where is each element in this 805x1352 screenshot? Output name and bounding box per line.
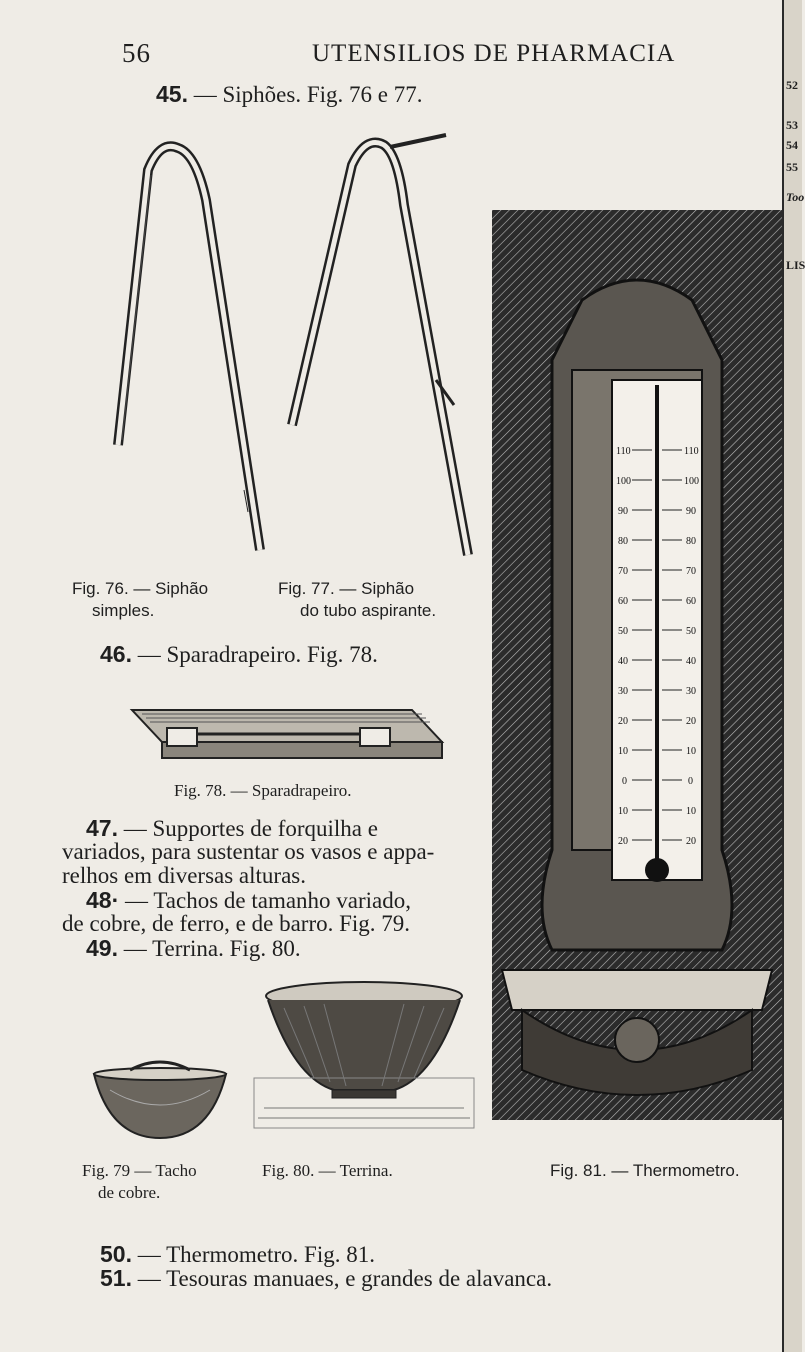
therm-right-label: 10 bbox=[686, 746, 696, 757]
section-45-number: 45. bbox=[156, 81, 188, 107]
section-48-number: 48· bbox=[86, 887, 120, 913]
fig79-tacho-illustration bbox=[90, 1060, 230, 1140]
therm-right-label: 20 bbox=[686, 716, 696, 727]
page-number: 56 bbox=[122, 38, 151, 68]
therm-left-label: 80 bbox=[618, 536, 628, 547]
fig80-terrina-illustration bbox=[254, 978, 474, 1128]
therm-left-label: 10 bbox=[618, 806, 628, 817]
fig79-caption-line2: de cobre. bbox=[98, 1183, 161, 1202]
fig77-siphon-illustration bbox=[286, 135, 486, 565]
running-title: UTENSILIOS DE PHARMACIA bbox=[312, 40, 676, 67]
therm-right-label: 40 bbox=[686, 656, 696, 667]
section-49-number: 49. bbox=[86, 935, 118, 961]
fig81-thermometer-illustration bbox=[492, 210, 782, 1120]
section-45 bbox=[156, 80, 422, 109]
therm-left-label: 100 bbox=[616, 476, 631, 487]
therm-right-label: 50 bbox=[686, 626, 696, 637]
edge-number: 52 bbox=[786, 78, 798, 92]
therm-right-label: 110 bbox=[684, 446, 699, 457]
fig78-caption: Fig. 78. — Sparadrapeiro. bbox=[174, 781, 352, 800]
section-45-text: — Siphões. Fig. 76 e 77. bbox=[187, 82, 423, 107]
therm-left-label: 0 bbox=[622, 776, 627, 787]
therm-left-label: 10 bbox=[618, 746, 628, 757]
therm-right-label: 100 bbox=[684, 476, 699, 487]
fig80-caption: Fig. 80. — Terrina. bbox=[262, 1161, 393, 1180]
therm-right-label: 70 bbox=[686, 566, 696, 577]
section-46 bbox=[100, 640, 378, 669]
section-46-text: — Sparadrapeiro. Fig. 78. bbox=[131, 642, 378, 667]
therm-right-label: 30 bbox=[686, 686, 696, 697]
section-50-text: — Thermometro. Fig. 81. bbox=[131, 1242, 375, 1267]
section-49-text: — Terrina. Fig. 80. bbox=[117, 936, 301, 961]
therm-left-label: 20 bbox=[618, 716, 628, 727]
edge-number: 53 bbox=[786, 118, 798, 132]
therm-right-label: 90 bbox=[686, 506, 696, 517]
fig76-caption-line1: Fig. 76. — Siphão bbox=[72, 579, 209, 598]
edge-number: LIS bbox=[786, 258, 805, 272]
fig78-sparadrapeiro-illustration bbox=[122, 700, 442, 770]
edge-number: Too bbox=[786, 190, 805, 204]
edge-number: 54 bbox=[786, 138, 798, 152]
therm-right-label: 20 bbox=[686, 836, 696, 847]
fig77-caption-line2: do tubo aspirante. bbox=[300, 601, 437, 620]
fig77-caption-line1: Fig. 77. — Siphão bbox=[278, 579, 415, 598]
therm-left-label: 40 bbox=[618, 656, 628, 667]
section-51 bbox=[100, 1264, 552, 1293]
therm-left-label: 110 bbox=[616, 446, 631, 457]
section-48-line2: de cobre, de ferro, e de barro. Fig. 79. bbox=[62, 911, 411, 936]
therm-right-label: 0 bbox=[688, 776, 693, 787]
therm-left-label: 50 bbox=[618, 626, 628, 637]
fig81-caption: Fig. 81. — Thermometro. bbox=[550, 1161, 740, 1180]
therm-right-label: 60 bbox=[686, 596, 696, 607]
therm-left-label: 30 bbox=[618, 686, 628, 697]
therm-right-label: 10 bbox=[686, 806, 696, 817]
section-47-line2: variados, para sustentar os vasos e appa- bbox=[62, 839, 435, 864]
section-51-number: 51. bbox=[100, 1265, 132, 1291]
section-47-line3: relhos em diversas alturas. bbox=[62, 863, 306, 888]
fig79-caption-line1: Fig. 79 — Tacho bbox=[82, 1161, 197, 1180]
section-46-number: 46. bbox=[100, 641, 132, 667]
section-47-text: — Supportes de forquilha e bbox=[117, 816, 378, 841]
therm-left-label: 60 bbox=[618, 596, 628, 607]
therm-right-label: 80 bbox=[686, 536, 696, 547]
section-50-number: 50. bbox=[100, 1241, 132, 1267]
section-48-text: — Tachos de tamanho variado, bbox=[119, 888, 412, 913]
therm-left-label: 70 bbox=[618, 566, 628, 577]
therm-left-label: 90 bbox=[618, 506, 628, 517]
edge-number: 55 bbox=[786, 160, 798, 174]
fig76-caption-line2: simples. bbox=[92, 601, 155, 620]
section-47-number: 47. bbox=[86, 815, 118, 841]
therm-left-label: 20 bbox=[618, 836, 628, 847]
fig76-siphon-illustration bbox=[108, 140, 268, 560]
section-51-text: — Tesouras manuaes, e grandes de alavanca. bbox=[131, 1266, 553, 1291]
section-49 bbox=[86, 934, 301, 963]
